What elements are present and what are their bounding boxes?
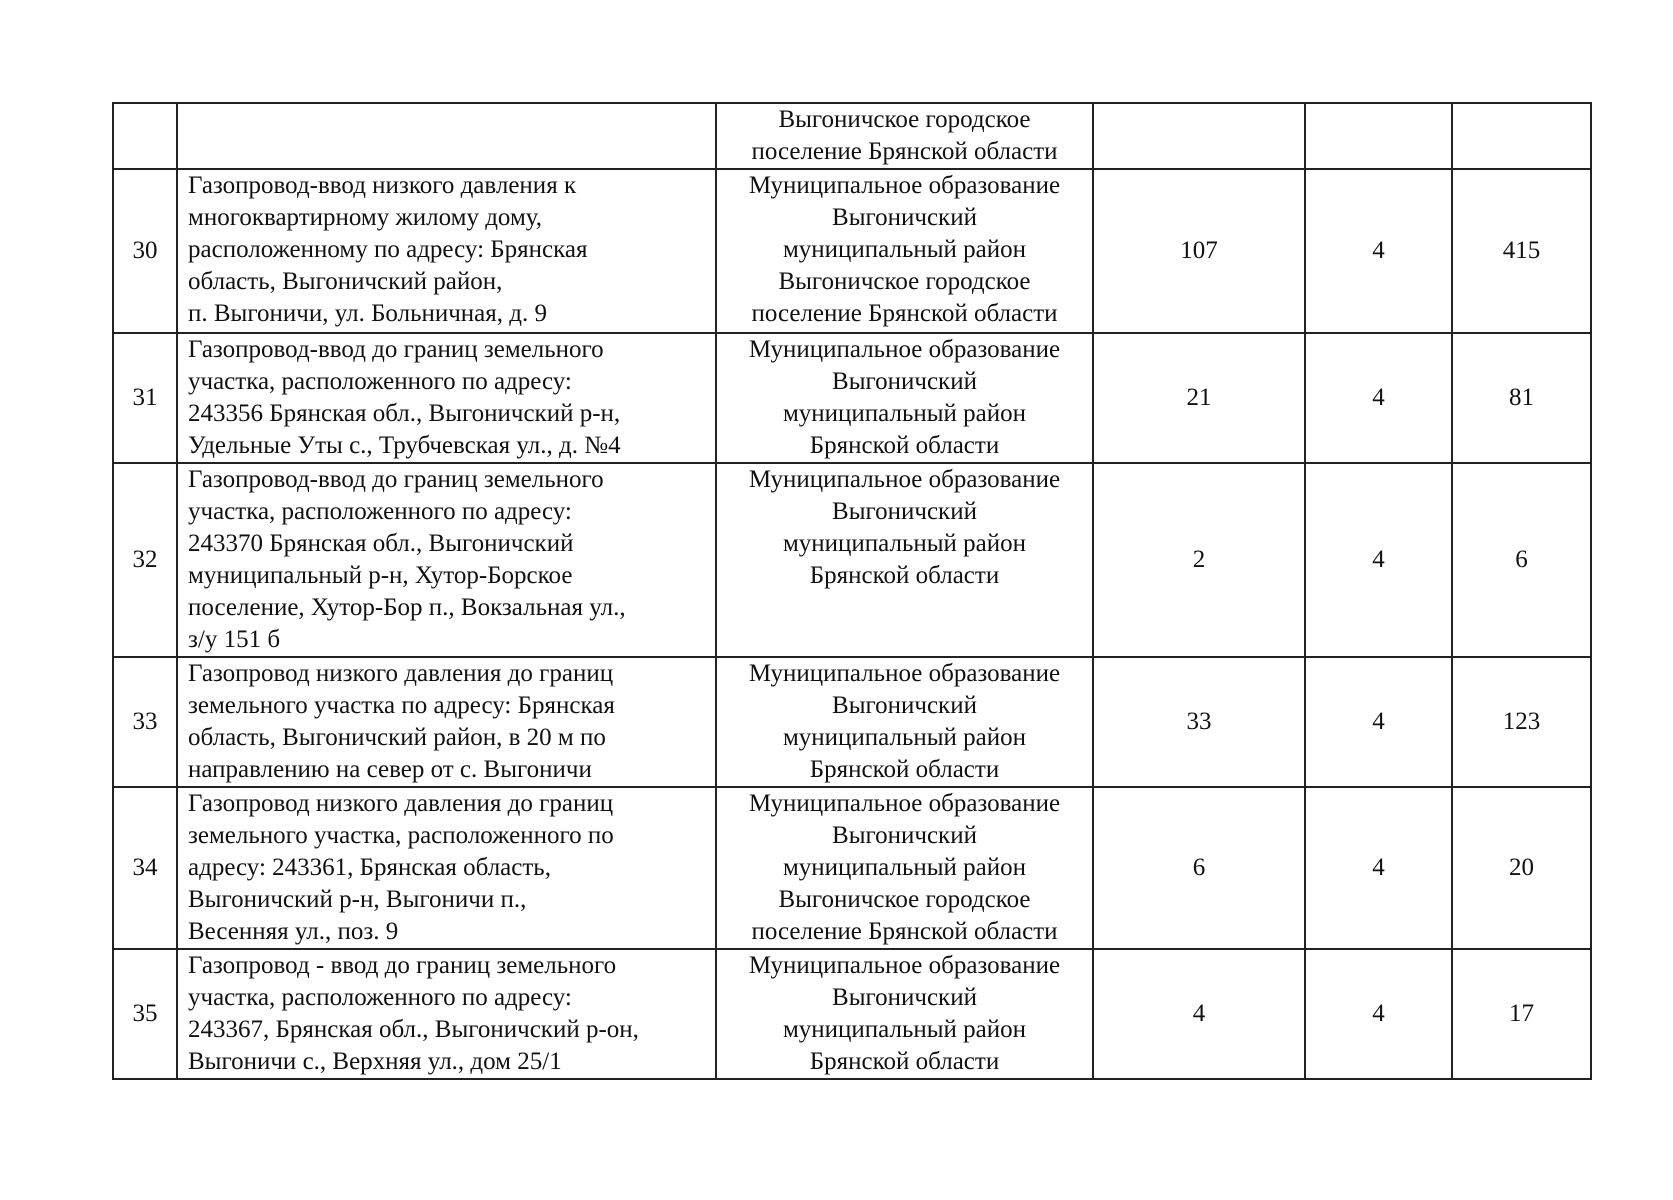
- category-cell: 4: [1305, 657, 1452, 787]
- owner-cell: Муниципальное образование Выгоничский муниципальный район Выгоничское городское поселение Брянской области: [716, 787, 1093, 949]
- owner-cell: Муниципальное образование Выгоничский муниципальный район Брянской области: [716, 949, 1093, 1079]
- value-cell: [1452, 103, 1591, 169]
- row-number-cell: 32: [113, 463, 177, 657]
- table-row: [113, 787, 1591, 949]
- owner-cell: Муниципальное образование Выгоничский муниципальный район Брянской области: [716, 657, 1093, 787]
- object-name-cell: Газопровод низкого давления до границ земельного участка по адресу: Брянская область, Выгоничский район, в 20 м по направлению на север от с. Выгоничи: [177, 657, 716, 787]
- length-cell: 6: [1093, 787, 1305, 949]
- object-name-cell: [177, 103, 716, 169]
- object-name-cell: Газопровод - ввод до границ земельного участка, расположенного по адресу: 243367, Брянская обл., Выгоничский р-он, Выгоничи с., Верхняя ул., дом 25/1: [177, 949, 716, 1079]
- value-cell: 20: [1452, 787, 1591, 949]
- length-cell: 2: [1093, 463, 1305, 657]
- row-number-cell: 33: [113, 657, 177, 787]
- gas-pipeline-registry-table: [112, 102, 1592, 1080]
- length-cell: 33: [1093, 657, 1305, 787]
- value-cell: 415: [1452, 169, 1591, 333]
- value-cell: 17: [1452, 949, 1591, 1079]
- category-cell: 4: [1305, 787, 1452, 949]
- value-cell: 81: [1452, 333, 1591, 463]
- table-row: [113, 463, 1591, 657]
- owner-cell: Муниципальное образование Выгоничский муниципальный район Выгоничское городское поселение Брянской области: [716, 169, 1093, 333]
- row-number-cell: 30: [113, 169, 177, 333]
- length-cell: 107: [1093, 169, 1305, 333]
- row-number-cell: 34: [113, 787, 177, 949]
- row-number-cell: [113, 103, 177, 169]
- object-name-cell: Газопровод-ввод до границ земельного участка, расположенного по адресу: 243356 Брянская обл., Выгоничский р-н, Удельные Уты с., Трубчевская ул., д. №4: [177, 333, 716, 463]
- object-name-cell: Газопровод-ввод до границ земельного участка, расположенного по адресу: 243370 Брянская обл., Выгоничский муниципальный р-н, Хутор-Борское поселение, Хутор-Бор п., Вокзальная ул., з/у 151 б: [177, 463, 716, 657]
- value-cell: 6: [1452, 463, 1591, 657]
- category-cell: 4: [1305, 333, 1452, 463]
- owner-cell: Муниципальное образование Выгоничский муниципальный район Брянской области: [716, 333, 1093, 463]
- table-row: [113, 657, 1591, 787]
- row-number-cell: 31: [113, 333, 177, 463]
- category-cell: 4: [1305, 463, 1452, 657]
- table-row-continuation: [113, 103, 1591, 169]
- object-name-cell: Газопровод-ввод низкого давления к многоквартирному жилому дому, расположенному по адресу: Брянская область, Выгоничский район, п. Выгоничи, ул. Больничная, д. 9: [177, 169, 716, 333]
- owner-cell: Муниципальное образование Выгоничский муниципальный район Брянской области: [716, 463, 1093, 657]
- length-cell: 21: [1093, 333, 1305, 463]
- value-cell: 123: [1452, 657, 1591, 787]
- row-number-cell: 35: [113, 949, 177, 1079]
- category-cell: [1305, 103, 1452, 169]
- table-row: [113, 169, 1591, 333]
- object-name-cell: Газопровод низкого давления до границ земельного участка, расположенного по адресу: 243361, Брянская область, Выгоничский р-н, Выгоничи п., Весенняя ул., поз. 9: [177, 787, 716, 949]
- length-cell: 4: [1093, 949, 1305, 1079]
- table-row: [113, 949, 1591, 1079]
- category-cell: 4: [1305, 949, 1452, 1079]
- table-row: [113, 333, 1591, 463]
- length-cell: [1093, 103, 1305, 169]
- category-cell: 4: [1305, 169, 1452, 333]
- owner-cell: Выгоничское городское поселение Брянской области: [716, 103, 1093, 169]
